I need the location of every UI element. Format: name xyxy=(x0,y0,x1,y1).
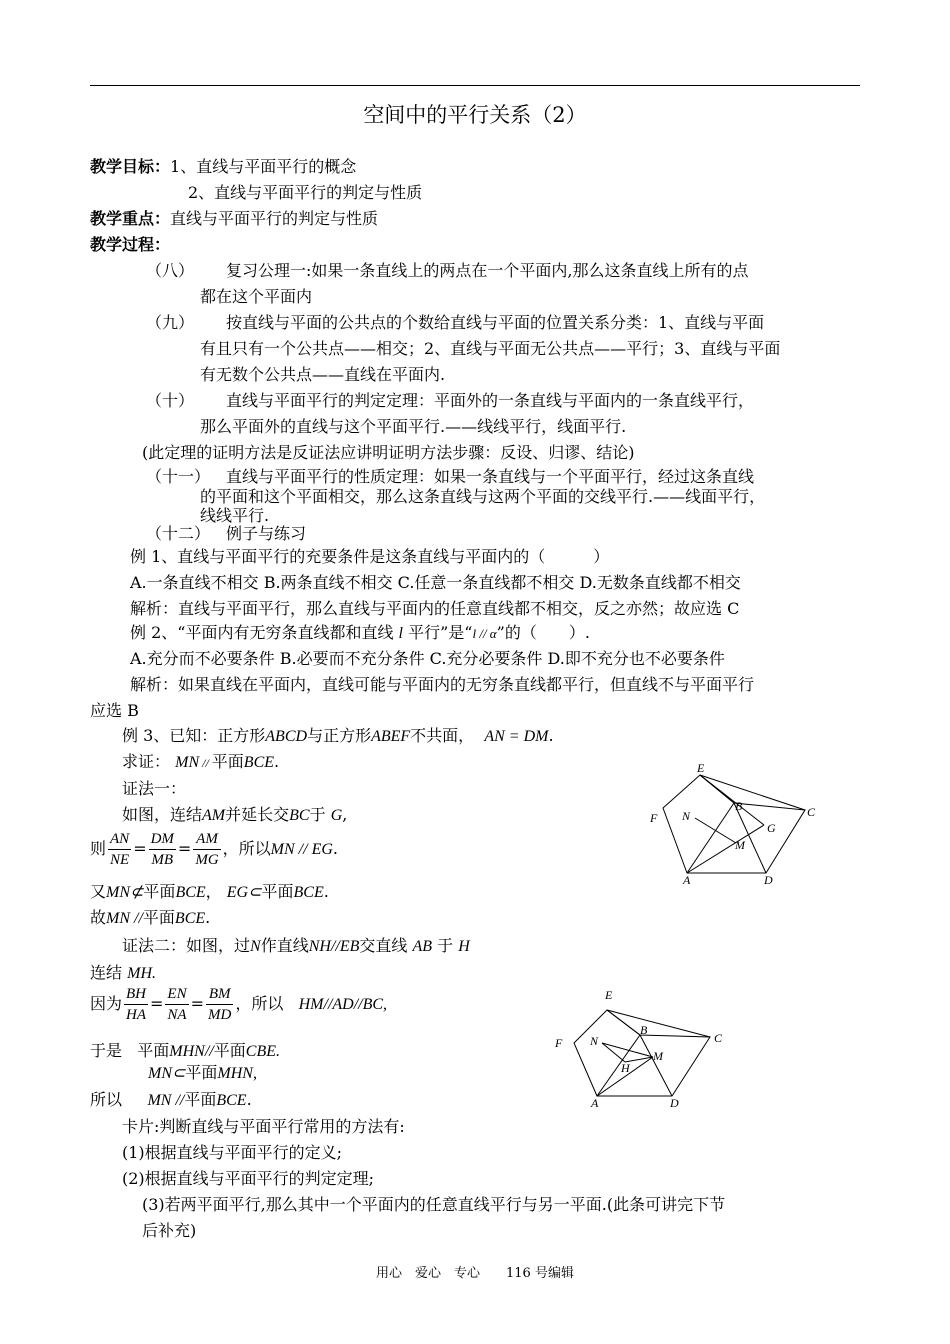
m2-mn-par: MN // xyxy=(147,1092,185,1109)
m2-h: H xyxy=(458,938,470,955)
section-9-line-3: 有无数个公共点——直线在平面内. xyxy=(200,365,446,384)
fig1-line-ag xyxy=(687,825,764,873)
fig1-label-n: N xyxy=(682,809,691,823)
m1-eg-in: EG⊂ xyxy=(226,884,262,901)
section-8-line-2: 都在这个平面内 xyxy=(200,287,313,306)
m1-text-c: 于 xyxy=(309,805,326,824)
card-item-2: (2)根据直线与平面平行的判定定理; xyxy=(122,1169,375,1188)
m1-f2-num: DM xyxy=(149,829,176,850)
prove-dot: . xyxy=(274,752,280,771)
m1-g: G xyxy=(330,807,343,824)
m2-fraction-2 xyxy=(165,984,188,1025)
example-2-answer-line-1: 解析：如果直线在平面内，直线可能与平面内的无穷条直线都平行，但直线不与平面平行 xyxy=(130,675,755,694)
section-9-num: （九） xyxy=(146,313,195,332)
m1-bce-3: BCE xyxy=(174,910,206,927)
ex2-text-b: 平行”是“ xyxy=(408,623,473,642)
ex3-text-c: 不共面， xyxy=(410,726,475,745)
m1-plane-1: 平面 xyxy=(143,882,176,901)
figure-2-geometry xyxy=(545,985,735,1115)
section-12-num: （十二） xyxy=(146,524,211,543)
fig1-label-e: E xyxy=(697,761,705,775)
m2-bce: BCE xyxy=(216,1092,247,1109)
fig2-label-f: F xyxy=(555,1036,563,1050)
m1-bce-2: BCE xyxy=(293,884,324,901)
example-2-question xyxy=(130,620,590,643)
fig1-label-g: G xyxy=(767,821,776,835)
m1-fraction-2 xyxy=(149,829,176,870)
fig1-label-f: F xyxy=(650,811,658,825)
top-rule xyxy=(90,85,860,86)
m1-fraction-1 xyxy=(108,829,131,870)
ex2-text-a: 例 2、“平面内有无穷条直线都和直线 xyxy=(130,623,394,642)
m1-bc: BC xyxy=(289,807,310,824)
m1-so: ，所以 xyxy=(222,839,271,858)
section-10-num: （十） xyxy=(146,391,195,410)
method-2-line-1 xyxy=(122,933,470,956)
fig1-label-a: A xyxy=(683,873,691,887)
fig1-label-b: B xyxy=(735,799,743,813)
fig2-edge-eb xyxy=(607,1010,640,1035)
example-1-question: 例 1、直线与平面平行的充要条件是这条直线与平面内的（ ） xyxy=(130,547,610,566)
fig2-label-m: M xyxy=(653,1049,663,1063)
fig1-outline xyxy=(663,775,805,873)
fig2-edge-ec xyxy=(607,1010,710,1037)
m2-mhn: MHN// xyxy=(169,1043,214,1060)
example-2-options: A.充分而不必要条件 B.必要而不充分条件 C.充分必要条件 D.即不充分也不必要条件 xyxy=(130,649,725,668)
m2-text-d: 于 xyxy=(437,936,454,955)
focus-line xyxy=(90,206,378,229)
page-title: 空间中的平行关系（2） xyxy=(363,103,587,127)
ex2-relation: l // α xyxy=(472,626,497,641)
m2-thus: 所以 xyxy=(90,1090,123,1109)
m1-f1-num: AN xyxy=(108,829,131,850)
method-2-line-4 xyxy=(90,1038,280,1061)
card-title: 卡片:判断直线与平面平行常用的方法有: xyxy=(122,1117,405,1136)
m2-plane-a: 平面 xyxy=(137,1041,170,1060)
m2-because: 因为 xyxy=(90,994,123,1013)
m1-text-b: 并延长交 xyxy=(225,805,290,824)
fig2-label-a: A xyxy=(591,1096,599,1110)
m1-mn-par: MN // xyxy=(106,910,143,927)
m1-plane-2: 平面 xyxy=(261,882,294,901)
m2-lianjie: 连结 xyxy=(90,963,123,982)
fig1-line-eg xyxy=(700,775,764,825)
fig2-label-b: B xyxy=(640,1023,648,1037)
method-1-line-1 xyxy=(122,802,347,825)
method-2-conclusion: 所以 MN //平面BCE. xyxy=(90,1090,252,1109)
method-2-line-2 xyxy=(90,960,156,983)
m2-text-b: 作直线 xyxy=(260,936,309,955)
figure-1-geometry xyxy=(640,760,830,890)
prove-text: 求证： xyxy=(122,752,171,771)
method-1-line-4: 故MN //平面BCE. xyxy=(90,908,211,927)
example-2-answer-line-2: 应选 B xyxy=(90,701,139,720)
m1-f3-den: MG xyxy=(195,852,219,868)
m2-so-relation: HM//AD//BC, xyxy=(298,996,388,1013)
ex3-abcd: ABCD xyxy=(265,728,308,745)
goal-2: 2、直线与平面平行的判定与性质 xyxy=(188,183,423,202)
m2-fraction-3 xyxy=(206,984,233,1025)
m2-mhn-2: MHN, xyxy=(217,1065,257,1082)
section-10-line-1: 直线与平面平行的判定定理：平面外的一条直线与平面内的一条直线平行， xyxy=(226,391,755,410)
page-footer: 用心 爱心 专心 116 号编辑 xyxy=(376,1266,574,1281)
ex3-text-a: 例 3、已知：正方形 xyxy=(122,726,266,745)
ex2-line-l: l xyxy=(398,625,403,642)
m2-plane-b: 平面 xyxy=(213,1041,246,1060)
fig1-label-c: C xyxy=(807,805,816,819)
process-label: 教学过程： xyxy=(90,235,171,254)
focus-label: 教学重点： xyxy=(90,209,171,228)
m1-f1-den: NE xyxy=(110,852,130,868)
fig1-line-nm xyxy=(695,818,736,843)
fig1-label-d: D xyxy=(764,873,773,887)
example-1-options: A.一条直线不相交 B.两条直线不相交 C.任意一条直线都不相交 D.无数条直线都不相交 xyxy=(130,573,741,592)
m2-text-c: 交直线 xyxy=(359,936,408,955)
m2-f3-den: MD xyxy=(208,1007,232,1023)
m2-mn-in: MN⊂ xyxy=(148,1065,186,1082)
m2-f1-den: HA xyxy=(126,1007,147,1023)
m1-so-relation: MN // EG xyxy=(270,841,333,858)
section-8-line-1: 复习公理一:如果一条直线上的两点在一个平面内,那么这条直线上所有的点 xyxy=(226,261,749,280)
m1-bce-1: BCE xyxy=(175,884,206,901)
section-11-line-1: 直线与平面平行的性质定理：如果一条直线与一个平面平行，经过这条直线 xyxy=(226,467,755,486)
method-2-ratio-line: 因为 $\frac{BH}{HA}$ = $\frac{EN}{NA}$ = $\frac{BM}{MD}$ ，所以 HM//AD//BC, xyxy=(90,986,388,1023)
m1-am: AM xyxy=(202,807,226,824)
m2-then: 于是 xyxy=(90,1041,123,1060)
m2-f2-den: NA xyxy=(167,1007,187,1023)
m1-fraction-3 xyxy=(193,829,220,870)
fig2-label-n: N xyxy=(590,1034,599,1048)
m1-f3-num: AM xyxy=(193,829,220,850)
ex3-text-b: 与正方形 xyxy=(307,726,372,745)
prove-bce: BCE xyxy=(243,754,275,771)
card-item-1: (1)根据直线与平面平行的定义; xyxy=(122,1143,343,1162)
method-2-line-5 xyxy=(148,1060,257,1083)
section-9-line-2: 有且只有一个公共点——相交；2、直线与平面无公共点——平行；3、直线与平面 xyxy=(200,339,781,358)
fig2-label-h: H xyxy=(621,1061,630,1075)
goals-label: 教学目标： xyxy=(90,157,171,176)
m1-you: 又 xyxy=(90,882,107,901)
m2-f3-num: BM xyxy=(206,984,233,1005)
proof-note: (此定理的证明方法是反证法应讲明证明方法步骤：反设、归谬、结论) xyxy=(142,443,635,462)
m1-mn-notin: MN⊄ xyxy=(106,884,144,901)
ex3-abef: ABEF xyxy=(371,728,411,745)
m2-plane-d: 平面 xyxy=(184,1090,217,1109)
section-8-num: （八） xyxy=(146,261,195,280)
m2-n: N xyxy=(250,938,261,955)
m2-mh: MH. xyxy=(127,965,156,982)
m1-plane-3: 平面 xyxy=(142,908,175,927)
method-1-title: 证法一： xyxy=(122,779,187,798)
fig1-label-m: M xyxy=(735,838,745,852)
m1-ze: 则 xyxy=(90,839,107,858)
example-3-given xyxy=(122,723,554,746)
m2-f1-num: BH xyxy=(124,984,148,1005)
m2-f2-num: EN xyxy=(165,984,188,1005)
card-item-3-line-2: 后补充) xyxy=(142,1221,197,1240)
m2-so: ，所以 xyxy=(235,994,284,1013)
m1-comma: , xyxy=(342,805,348,824)
section-10-line-2: 那么平面外的直线与这个平面平行.——线线平行，线面平行. xyxy=(200,417,627,436)
m2-fraction-1 xyxy=(124,984,148,1025)
m1-sep: ， xyxy=(205,882,222,901)
fig2-label-c: C xyxy=(714,1031,723,1045)
prove-parallel: // xyxy=(199,756,212,770)
card-item-3-line-1: (3)若两平面平行,那么其中一个平面内的任意直线平行与另一平面.(此条可讲完下节 xyxy=(142,1195,726,1214)
m2-cbe: CBE. xyxy=(245,1043,280,1060)
m2-text-a: 证法二：如图，过 xyxy=(122,936,251,955)
m1-text-a: 如图，连结 xyxy=(122,805,203,824)
ex3-equation: AN = DM xyxy=(484,728,549,745)
method-1-line-3: 又MN⊄平面BCE， EG⊂平面BCE. xyxy=(90,882,329,901)
m2-nh-eb: NH//EB xyxy=(308,938,360,955)
section-11-num: （十一） xyxy=(146,467,211,486)
method-1-ratio-line: 则 $\frac{AN}{NE}$ = $\frac{DM}{MB}$ = $\frac{AM}{MG}$ ，所以MN // EG. xyxy=(90,831,338,868)
section-11-line-3: 线线平行. xyxy=(200,506,270,525)
m2-plane-c: 平面 xyxy=(185,1063,218,1082)
fig2-edge-bd xyxy=(640,1035,672,1096)
goal-1: 1、直线与平面平行的概念 xyxy=(170,157,357,176)
fig2-label-d: D xyxy=(670,1096,679,1110)
goals-line-1 xyxy=(90,154,356,177)
prove-plane: 平面 xyxy=(211,752,244,771)
m1-gu: 故 xyxy=(90,908,107,927)
section-9-line-1: 按直线与平面的公共点的个数给直线与平面的位置关系分类：1、直线与平面 xyxy=(226,313,765,332)
example-1-answer: 解析：直线与平面平行，那么直线与平面内的任意直线都不相交，反之亦然；故应选 C xyxy=(130,599,740,618)
m2-ab: AB xyxy=(412,938,433,955)
section-12-text: 例子与练习 xyxy=(226,524,307,543)
m1-f2-den: MB xyxy=(151,852,174,868)
example-3-prove xyxy=(122,749,279,772)
focus-text: 直线与平面平行的判定与性质 xyxy=(170,209,379,228)
prove-mn: MN xyxy=(175,754,200,771)
fig2-label-e: E xyxy=(605,988,613,1002)
ex2-text-c: ”的（ ）. xyxy=(496,623,590,642)
section-11-line-2: 的平面和这个平面相交，那么这条直线与这两个平面的交线平行.——线面平行， xyxy=(200,487,766,506)
ex3-dot: . xyxy=(548,726,554,745)
